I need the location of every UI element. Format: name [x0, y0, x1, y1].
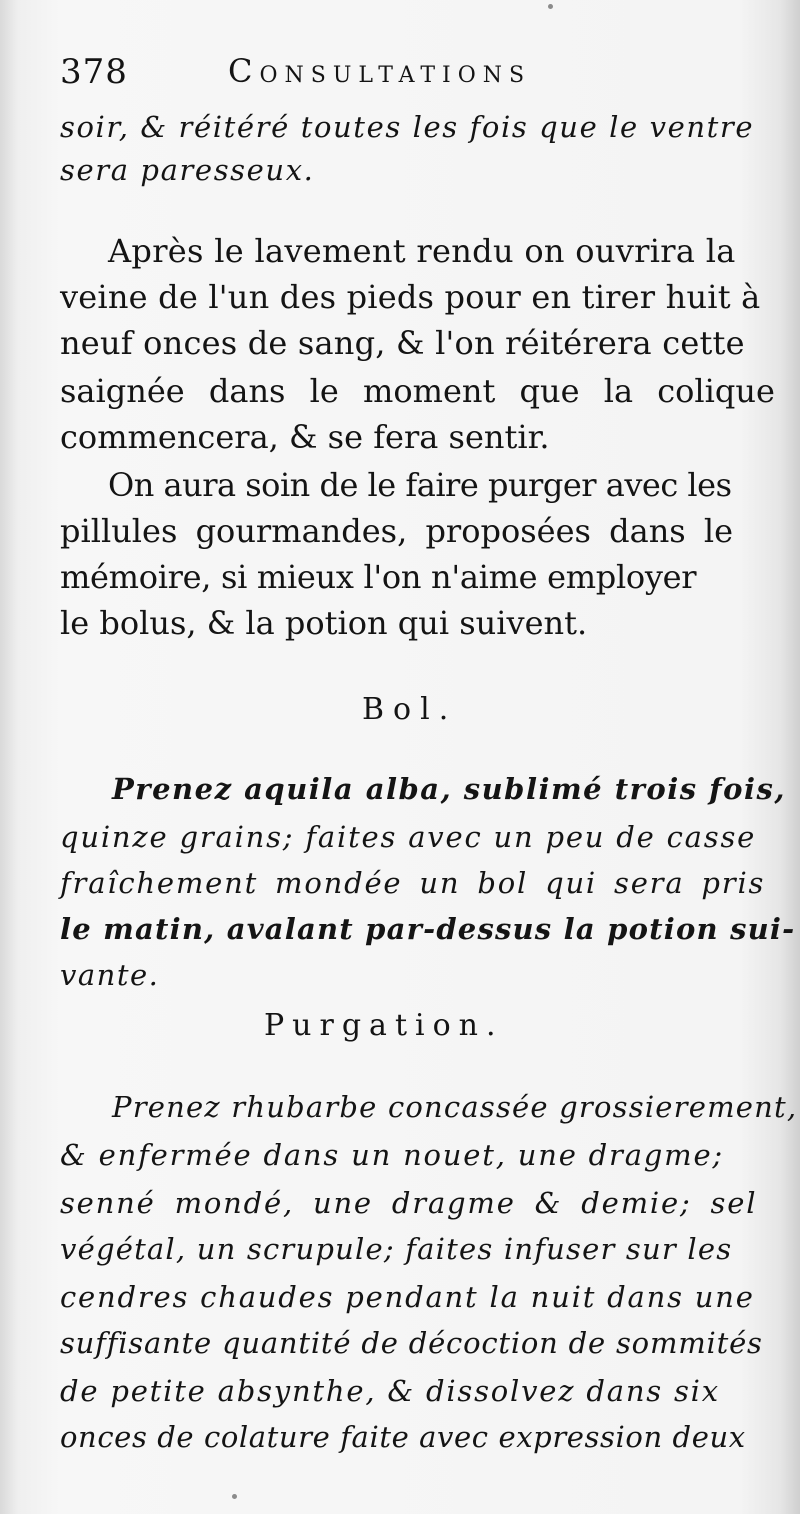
text-line: soir, & réitéré toutes les fois que le ventre	[60, 110, 755, 144]
text-line: sera paresseux.	[60, 153, 315, 187]
page-number: 378	[60, 52, 128, 92]
section-heading-purgation: Purgation.	[264, 1008, 504, 1043]
text-line: quinze grains; faites avec un peu de casse	[60, 820, 757, 854]
text-line: vante.	[60, 958, 160, 992]
text-line: végétal, un scrupule; faites infuser sur les	[60, 1232, 733, 1266]
text-line: onces de colature faite avec expression deux	[60, 1420, 746, 1454]
text-line: commencera, & se fera sentir.	[60, 418, 550, 456]
text-line: suffisante quantité de décoction de sommités	[60, 1326, 763, 1360]
text-line: saignée dans le moment que la colique	[60, 372, 775, 410]
text-line: Après le lavement rendu on ouvrira la	[108, 232, 736, 270]
text-line: veine de l'un des pieds pour en tirer huit à	[60, 278, 761, 316]
text-line: le matin, avalant par-dessus la potion sui-	[60, 912, 796, 946]
running-head	[60, 48, 750, 98]
text-line: & enfermée dans un nouet, une dragme;	[60, 1138, 724, 1172]
text-line: Prenez aquila alba, sublimé trois fois,	[112, 772, 786, 806]
text-line: cendres chaudes pendant la nuit dans une	[60, 1280, 755, 1314]
text-line: On aura soin de le faire purger avec les	[108, 466, 732, 504]
running-title: Consultations	[228, 52, 532, 90]
text-line: pillules gourmandes, proposées dans le	[60, 512, 734, 550]
text-line: senné mondé, une dragme & demie; sel	[60, 1186, 758, 1220]
ink-speck	[548, 4, 553, 9]
text-line: de petite absynthe, & dissolvez dans six	[60, 1374, 720, 1408]
text-line: le bolus, & la potion qui suivent.	[60, 604, 588, 642]
text-line: fraîchement mondée un bol qui sera pris	[60, 866, 766, 900]
section-heading-bol: Bol.	[362, 692, 458, 727]
text-line: neuf onces de sang, & l'on réitérera cette	[60, 324, 745, 362]
text-line: Prenez rhubarbe concassée grossierement,	[112, 1090, 798, 1124]
text-line: mémoire, si mieux l'on n'aime employer	[60, 558, 697, 596]
ink-speck	[232, 1494, 237, 1499]
